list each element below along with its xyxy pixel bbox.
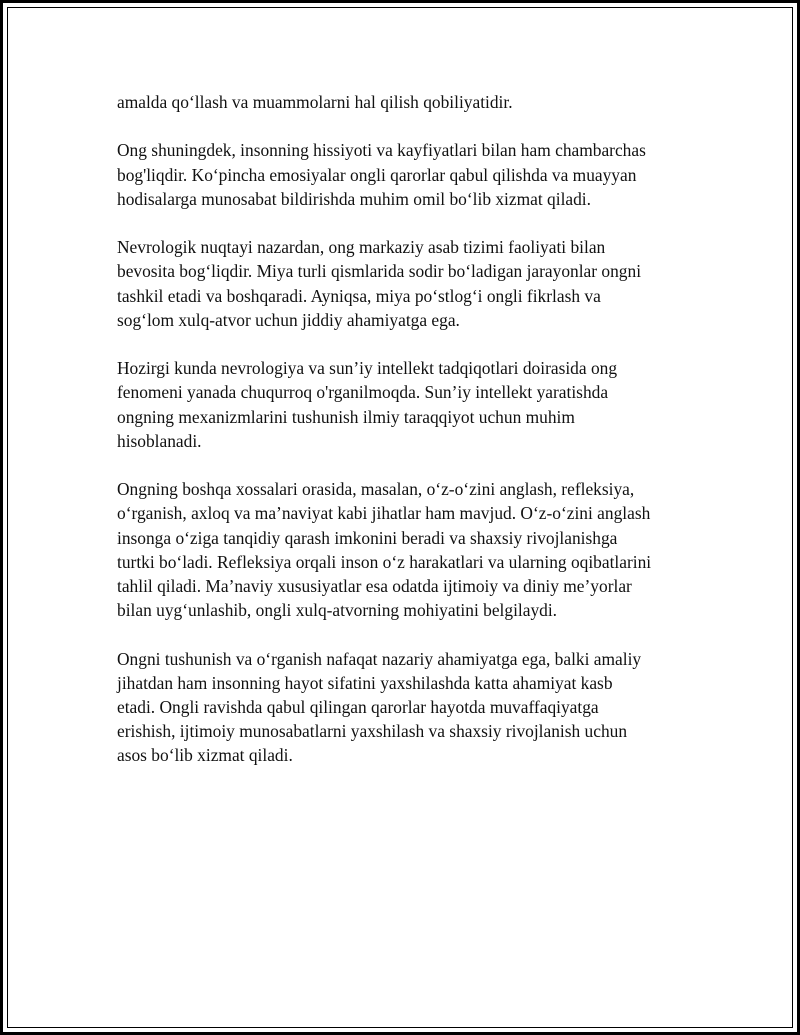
- text-line: sog‘lom xulq-atvor uchun jiddiy ahamiyatga ega.: [117, 309, 460, 330]
- text-line: tahlil qiladi. Ma’naviy xususiyatlar esa odatda ijtimoiy va diniy me’yorlar: [117, 576, 632, 596]
- paragraph-4: [117, 356, 692, 453]
- text-line: bevosita bog‘liqdir. Miya turli qismlarida sodir bo‘ladigan jarayonlar ongni: [117, 261, 642, 282]
- text-line: erishish, ijtimoiy munosabatlarni yaxshilash va shaxsiy rivojlanish uchun: [117, 721, 628, 742]
- text-line: insonga o‘ziga tanqidiy qarash imkonini beradi va shaxsiy rivojlanishga: [117, 527, 618, 548]
- text-line: Ongni tushunish va o‘rganish nafaqat nazariy ahamiyatga ega, balki amaliy: [117, 648, 642, 669]
- paragraph-3: [117, 235, 692, 332]
- paragraph-5: [117, 477, 692, 622]
- text-line: hisoblanadi.: [117, 430, 202, 451]
- text-line: tashkil etadi va boshqaradi. Ayniqsa, miya po‘stlog‘i ongli fikrlash va: [117, 285, 601, 306]
- text-line: amalda qo‘llash va muammolarni hal qilish qobiliyatidir.: [117, 92, 513, 112]
- text-line: Nevrologik nuqtayi nazardan, ong markaziy asab tizimi faoliyati bilan: [117, 237, 606, 258]
- text-line: fenomeni yanada chuqurroq o'rganilmoqda. Sun’iy intellekt yaratishda: [117, 382, 609, 403]
- text-line: ongning mexanizmlarini tushunish ilmiy taraqqiyot uchun muhim: [117, 406, 575, 427]
- text-line: bog'liqdir. Ko‘pincha emosiyalar ongli qarorlar qabul qilishda va muayyan: [117, 164, 637, 185]
- text-line: Ong shuningdek, insonning hissiyoti va kayfiyatlari bilan ham chambarchas: [117, 140, 646, 161]
- text-line: jihatdan ham insonning hayot sifatini yaxshilashda katta ahamiyat kasb: [117, 672, 613, 693]
- text-line: Ongning boshqa xossalari orasida, masalan, o‘z-o‘zini anglash, refleksiya,: [117, 479, 635, 500]
- document-body: [117, 90, 692, 792]
- text-line: etadi. Ongli ravishda qabul qilingan qarorlar hayotda muvaffaqiyatga: [117, 697, 599, 717]
- text-line: Hozirgi kunda nevrologiya va sun’iy intellekt tadqiqotlari doirasida ong: [117, 358, 618, 379]
- text-line: asos bo‘lib xizmat qiladi.: [117, 745, 293, 766]
- text-line: o‘rganish, axloq va ma’naviyat kabi jihatlar ham mavjud. O‘z-o‘zini anglash: [117, 503, 651, 524]
- paragraph-1: [117, 90, 692, 114]
- text-line: turtki bo‘ladi. Refleksiya orqali inson o‘z harakatlari va ularning oqibatlarini: [117, 551, 652, 572]
- text-line: hodisalarga munosabat bildirishda muhim omil bo‘lib xizmat qiladi.: [117, 188, 591, 209]
- paragraph-2: [117, 138, 692, 211]
- text-line: bilan uyg‘unlashib, ongli xulq-atvorning mohiyatini belgilaydi.: [117, 600, 558, 621]
- paragraph-6: [117, 647, 692, 768]
